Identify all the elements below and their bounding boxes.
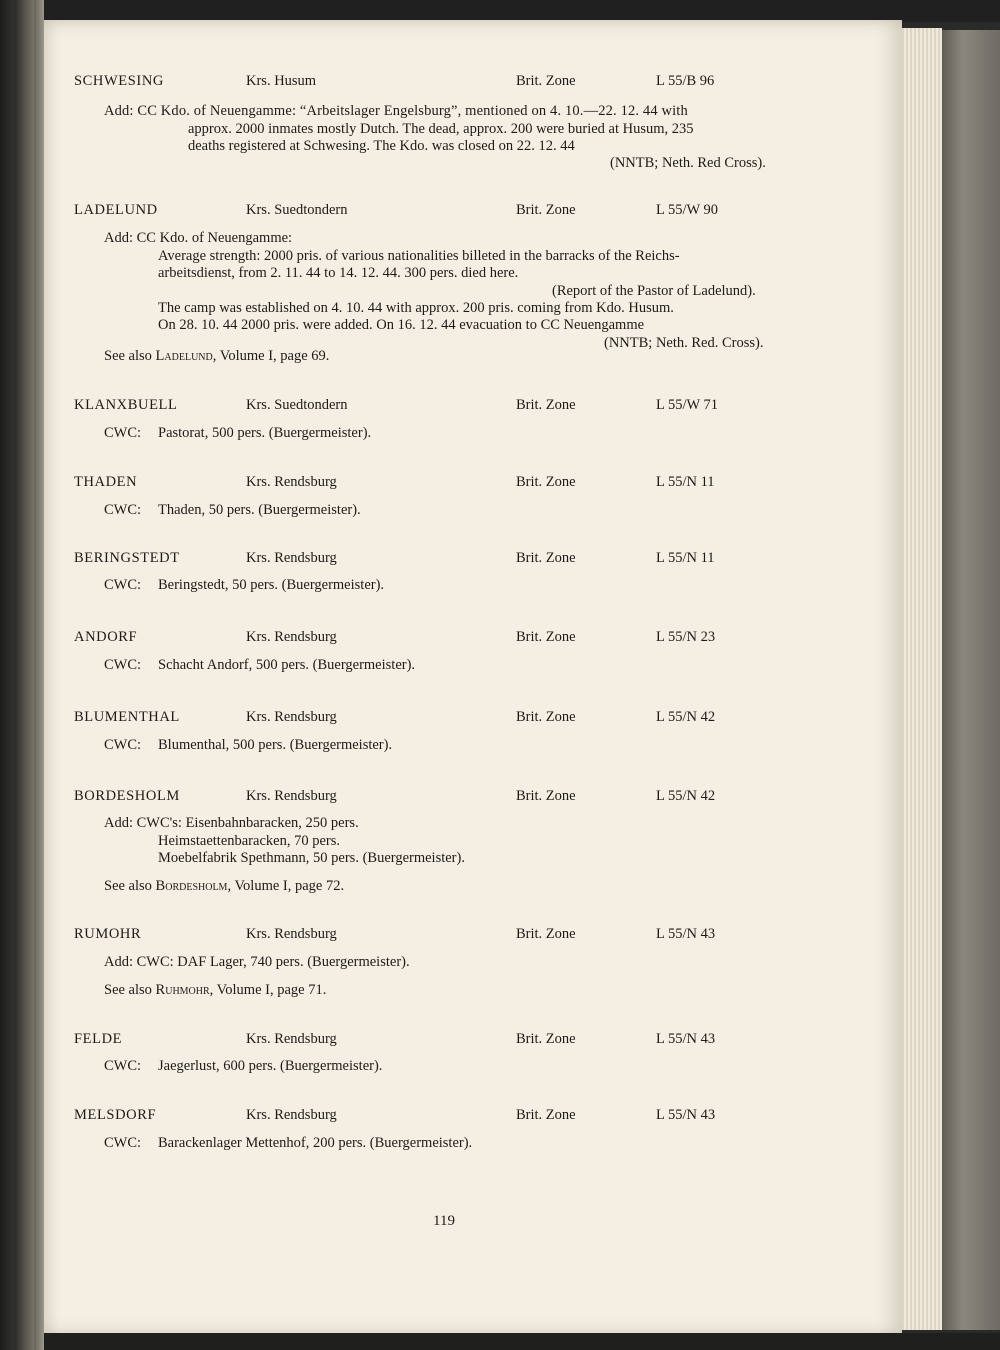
see-also — [104, 982, 326, 999]
map-reference: L 55/W 71 — [656, 397, 719, 413]
zone: Brit. Zone — [516, 397, 576, 413]
place-name: ANDORF — [74, 629, 138, 645]
cwc-label: CWC: — [104, 1135, 142, 1151]
entry-header — [74, 926, 774, 946]
map-reference: L 55/N 43 — [656, 1107, 716, 1123]
zone: Brit. Zone — [516, 1031, 576, 1047]
cwc-text: Schacht Andorf, 500 pers. (Buergermeister). — [158, 657, 416, 673]
cwc-text: Barackenlager Mettenhof, 200 pers. (Buergermeister). — [158, 1135, 473, 1151]
entry-header — [74, 709, 774, 729]
zone: Brit. Zone — [516, 788, 576, 804]
map-reference: L 55/N 23 — [656, 629, 716, 645]
place-name: THADEN — [74, 474, 138, 490]
district: Krs. Rendsburg — [246, 1031, 337, 1047]
see-also-prefix: See also — [104, 878, 156, 894]
map-reference: L 55/N 11 — [656, 550, 715, 566]
cwc-text: Jaegerlust, 600 pers. (Buergermeister). — [158, 1058, 383, 1074]
district: Krs. Suedtondern — [246, 202, 348, 218]
see-also-name: Bordesholm — [155, 878, 228, 894]
zone: Brit. Zone — [516, 1107, 576, 1123]
entry-line: Add: CC Kdo. of Neuengamme: “Arbeitslager Engelsburg”, mentioned on 4. 10.—22. 12. 44 with — [104, 103, 688, 119]
entry-header — [74, 550, 774, 570]
cwc-label: CWC: — [104, 657, 142, 673]
map-reference: L 55/N 42 — [656, 709, 716, 725]
district: Krs. Rendsburg — [246, 926, 337, 942]
entry-header — [74, 788, 774, 808]
entry-line: deaths registered at Schwesing. The Kdo. was closed on 22. 12. 44 — [188, 138, 575, 154]
district: Krs. Rendsburg — [246, 550, 337, 566]
cwc-text: Beringstedt, 50 pers. (Buergermeister). — [158, 577, 385, 593]
place-name: BLUMENTHAL — [74, 709, 180, 725]
entry-source: (NNTB; Neth. Red Cross). — [610, 155, 766, 171]
see-also-prefix: See also — [104, 348, 156, 364]
zone: Brit. Zone — [516, 202, 576, 218]
see-also-name: Ladelund — [155, 348, 213, 364]
place-name: FELDE — [74, 1031, 123, 1047]
zone: Brit. Zone — [516, 474, 576, 490]
cwc-label: CWC: — [104, 1058, 142, 1074]
entry-line: Average strength: 2000 pris. of various nationalities billeted in the barracks of the Reichs- — [158, 248, 680, 264]
district: Krs. Husum — [246, 73, 317, 89]
place-name: BERINGSTEDT — [74, 550, 180, 566]
see-also-suffix: , Volume I, page 69. — [212, 348, 330, 364]
place-name: BORDESHOLM — [74, 788, 180, 804]
cwc-label: CWC: — [104, 502, 142, 518]
entry-line: Add: CWC's: Eisenbahnbaracken, 250 pers. — [104, 815, 359, 831]
entry-line: Heimstaettenbaracken, 70 pers. — [158, 833, 340, 849]
entry-line: Moebelfabrik Spethmann, 50 pers. (Buergermeister). — [158, 850, 465, 866]
entry-line: arbeitsdienst, from 2. 11. 44 to 14. 12. 44. 300 pers. died here. — [158, 265, 519, 281]
entry-header — [74, 202, 774, 222]
see-also-name: Ruhmohr — [155, 982, 210, 998]
entry-line: The camp was established on 4. 10. 44 with approx. 200 pris. coming from Kdo. Husum. — [158, 300, 674, 316]
entry-header — [74, 629, 774, 649]
cwc-label: CWC: — [104, 577, 142, 593]
see-also-suffix: , Volume I, page 72. — [227, 878, 345, 894]
page-number: 119 — [433, 1213, 455, 1229]
map-reference: L 55/B 96 — [656, 73, 715, 89]
place-name: KLANXBUELL — [74, 397, 178, 413]
zone: Brit. Zone — [516, 550, 576, 566]
see-also-suffix: , Volume I, page 71. — [209, 982, 327, 998]
entry-header — [74, 397, 774, 417]
map-reference: L 55/N 43 — [656, 1031, 716, 1047]
district: Krs. Rendsburg — [246, 709, 337, 725]
see-also — [104, 348, 329, 365]
map-reference: L 55/N 42 — [656, 788, 716, 804]
map-reference: L 55/N 43 — [656, 926, 716, 942]
cwc-label: CWC: — [104, 737, 142, 753]
district: Krs. Rendsburg — [246, 474, 337, 490]
district: Krs. Rendsburg — [246, 1107, 337, 1123]
entry-line: approx. 2000 inmates mostly Dutch. The dead, approx. 200 were buried at Husum, 235 — [188, 121, 694, 137]
entry-line: Add: CC Kdo. of Neuengamme: — [104, 230, 293, 246]
entry-line: On 28. 10. 44 2000 pris. were added. On 16. 12. 44 evacuation to CC Neuengamme — [158, 317, 645, 333]
map-reference: L 55/N 11 — [656, 474, 715, 490]
zone: Brit. Zone — [516, 629, 576, 645]
place-name: RUMOHR — [74, 926, 142, 942]
cwc-text: Blumenthal, 500 pers. (Buergermeister). — [158, 737, 393, 753]
place-name: MELSDORF — [74, 1107, 157, 1123]
zone: Brit. Zone — [516, 926, 576, 942]
cwc-text: Pastorat, 500 pers. (Buergermeister). — [158, 425, 372, 441]
cwc-label: CWC: — [104, 425, 142, 441]
entry-header — [74, 73, 774, 93]
place-name: SCHWESING — [74, 73, 164, 89]
map-reference: L 55/W 90 — [656, 202, 719, 218]
entry-header — [74, 474, 774, 494]
see-also-prefix: See also — [104, 982, 156, 998]
entry-header — [74, 1107, 774, 1127]
zone: Brit. Zone — [516, 709, 576, 725]
district: Krs. Rendsburg — [246, 629, 337, 645]
district: Krs. Suedtondern — [246, 397, 348, 413]
entry-source: (Report of the Pastor of Ladelund). — [552, 283, 756, 299]
place-name: LADELUND — [74, 202, 158, 218]
district: Krs. Rendsburg — [246, 788, 337, 804]
zone: Brit. Zone — [516, 73, 576, 89]
see-also — [104, 878, 344, 895]
entry-header — [74, 1031, 774, 1051]
entry-source: (NNTB; Neth. Red. Cross). — [604, 335, 764, 351]
cwc-text: Thaden, 50 pers. (Buergermeister). — [158, 502, 361, 518]
entry-line: Add: CWC: DAF Lager, 740 pers. (Buergermeister). — [104, 954, 410, 970]
